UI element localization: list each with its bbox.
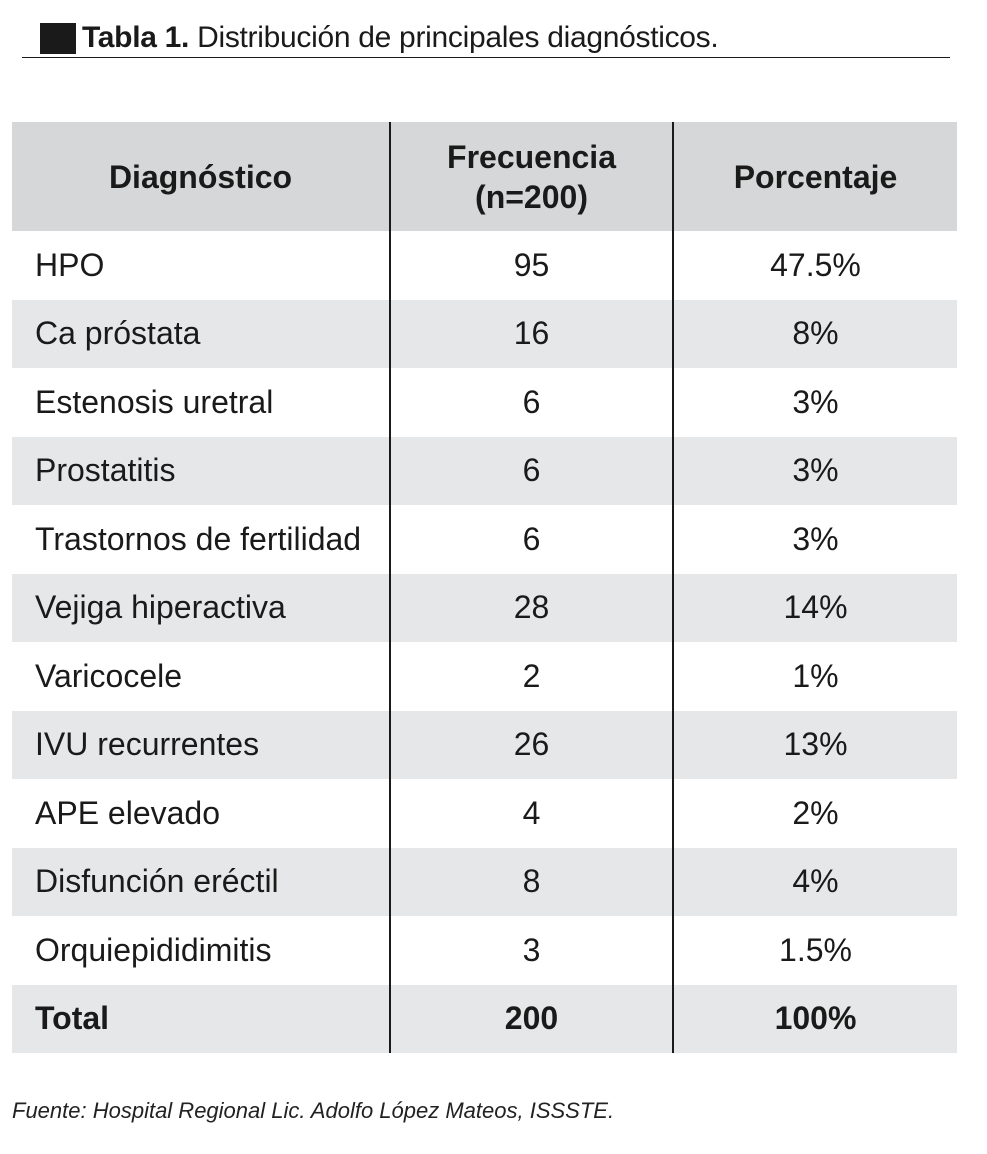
table-row bbox=[12, 642, 957, 711]
table-caption bbox=[40, 20, 718, 56]
percentage-cell: 14% bbox=[673, 574, 957, 643]
caption-label: Tabla 1. bbox=[82, 21, 190, 54]
diagnosis-cell: Orquiepididimitis bbox=[35, 931, 272, 968]
caption-title: Distribución de principales diagnósticos. bbox=[197, 21, 719, 54]
square-marker-icon bbox=[40, 23, 76, 54]
caption-rule bbox=[22, 57, 950, 58]
frequency-cell: 2 bbox=[390, 642, 673, 711]
diagnosis-cell: Ca próstata bbox=[12, 300, 390, 369]
diagnosis-cell: IVU recurrentes bbox=[12, 711, 390, 780]
diagnosis-cell: Disfunción eréctil bbox=[12, 848, 390, 917]
table-row bbox=[12, 505, 957, 574]
table-row bbox=[12, 368, 957, 437]
diagnosis-table bbox=[12, 122, 957, 1053]
table-row bbox=[12, 574, 957, 643]
percentage-cell: 2% bbox=[673, 779, 957, 848]
percentage-cell: 3% bbox=[673, 368, 957, 437]
diagnosis-cell: Trastornos de fertilidad bbox=[35, 520, 362, 557]
percentage-cell: 8% bbox=[673, 300, 957, 369]
diagnosis-cell: Varicocele bbox=[35, 657, 183, 694]
percentage-cell: 1% bbox=[673, 642, 957, 711]
percentage-cell: 3% bbox=[673, 437, 957, 506]
header-frequency-line1: Frecuencia bbox=[447, 138, 616, 175]
diagnosis-cell: Estenosis uretral bbox=[35, 383, 274, 420]
diagnosis-cell: APE elevado bbox=[35, 794, 221, 831]
frequency-cell: 16 bbox=[390, 300, 673, 369]
source-note: Fuente: Hospital Regional Lic. Adolfo López Mateos, ISSSTE. bbox=[12, 1098, 615, 1123]
table-row bbox=[12, 848, 957, 917]
percentage-cell: 3% bbox=[673, 505, 957, 574]
diagnosis-cell: Vejiga hiperactiva bbox=[12, 574, 390, 643]
total-percentage: 100% bbox=[673, 985, 957, 1054]
table-row bbox=[12, 711, 957, 780]
table-body bbox=[12, 231, 957, 1053]
total-frequency: 200 bbox=[390, 985, 673, 1054]
diagnosis-cell: Prostatitis bbox=[12, 437, 390, 506]
header-frequency bbox=[390, 122, 673, 231]
total-row bbox=[12, 985, 957, 1054]
frequency-cell: 6 bbox=[390, 505, 673, 574]
percentage-cell: 13% bbox=[673, 711, 957, 780]
table-row bbox=[12, 916, 957, 985]
frequency-cell: 95 bbox=[390, 231, 673, 300]
header-frequency-line2: (n=200) bbox=[475, 178, 588, 215]
percentage-cell: 4% bbox=[673, 848, 957, 917]
frequency-cell: 26 bbox=[390, 711, 673, 780]
frequency-cell: 8 bbox=[390, 848, 673, 917]
frequency-cell: 4 bbox=[390, 779, 673, 848]
table-header-row bbox=[12, 122, 957, 231]
percentage-cell: 1.5% bbox=[673, 916, 957, 985]
total-label: Total bbox=[12, 985, 390, 1054]
frequency-cell: 6 bbox=[390, 368, 673, 437]
header-diagnosis: Diagnóstico bbox=[12, 122, 390, 231]
table-row bbox=[12, 779, 957, 848]
frequency-cell: 6 bbox=[390, 437, 673, 506]
frequency-cell: 28 bbox=[390, 574, 673, 643]
percentage-cell: 47.5% bbox=[673, 231, 957, 300]
table-row bbox=[12, 300, 957, 369]
table-row bbox=[12, 437, 957, 506]
header-percentage: Porcentaje bbox=[673, 122, 957, 231]
table-row bbox=[12, 231, 957, 300]
frequency-cell: 3 bbox=[390, 916, 673, 985]
diagnosis-cell: HPO bbox=[35, 246, 105, 283]
